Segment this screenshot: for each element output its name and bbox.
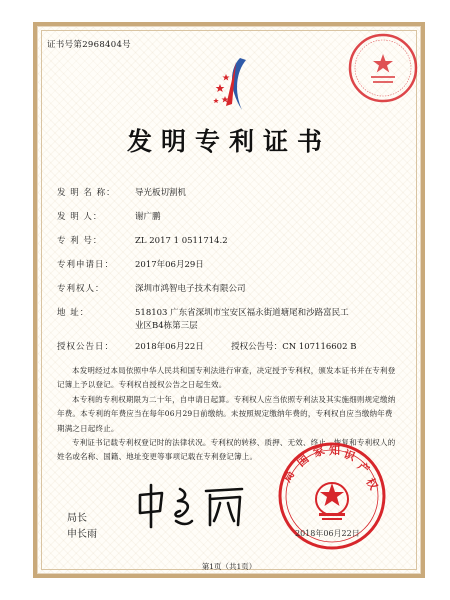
svg-text:国: 国	[294, 452, 312, 470]
seal-date: 2018年06月22日	[295, 529, 360, 538]
filing-date-value: 2017年06月29日	[135, 260, 204, 270]
patentee-value: 深圳市鸿智电子技术有限公司	[135, 284, 246, 294]
invention-name-label: 发 明 名 称：	[57, 188, 116, 198]
handwritten-signature-icon	[132, 481, 252, 531]
svg-text:产: 产	[355, 459, 372, 477]
patent-certificate	[33, 22, 425, 578]
grant-date-value: 2018年06月22日	[135, 342, 204, 352]
inventor-label: 发 明 人：	[57, 212, 103, 222]
patentee-row	[57, 282, 246, 294]
address-row	[57, 306, 349, 318]
body-paragraph-2: 本专利的专利权期限为二十年，自申请日起算。专利权人应当依照专利法及其实施细则规定缴纳年费。本专利的年费应当在每年06月29日前缴纳。未按照规定缴纳年费的，专利权自应当缴纳年费期满之日起终止。	[57, 394, 396, 433]
svg-text:局: 局	[280, 468, 298, 485]
grant-date-row	[57, 340, 356, 352]
inventor-row	[57, 210, 161, 222]
inventor-value: 谢广鹏	[135, 212, 161, 222]
invention-name-row	[57, 186, 186, 198]
certificate-number: 证书号第2968404号	[47, 40, 131, 50]
filing-date-row	[57, 258, 204, 270]
body-paragraph-1: 本发明经过本局依照中华人民共和国专利法进行审查，决定授予专利权，颁发本证书并在专利登记簿上予以登记。专利权自授权公告之日起生效。	[57, 366, 396, 390]
address-label: 地 址：	[57, 308, 90, 318]
page-footer: 第1页（共1页）	[201, 562, 257, 571]
grant-number-value: CN 107116602 B	[282, 342, 357, 352]
svg-text:权: 权	[363, 476, 381, 493]
svg-text:家: 家	[311, 443, 327, 460]
patent-number-label: 专 利 号：	[57, 236, 103, 246]
official-seal-top-right-icon	[347, 32, 419, 104]
patent-office-emblem-icon	[212, 54, 262, 114]
svg-text:知: 知	[329, 444, 340, 457]
patent-number-value: ZL 2017 1 0511714.2	[135, 236, 228, 246]
svg-text:识: 识	[341, 447, 357, 464]
filing-date-label: 专利申请日：	[57, 260, 115, 270]
address-line2: 业区B4栋第三层	[135, 321, 198, 331]
address-line1: 518103 广东省深圳市宝安区福永街道塘尾和沙路富民工	[135, 308, 349, 318]
certificate-title: 发明专利证书	[126, 127, 331, 156]
address-row-2	[135, 319, 198, 331]
grant-number-label: 授权公告号：	[231, 342, 283, 352]
grant-date-label: 授权公告日：	[57, 342, 115, 352]
invention-name-value: 导光板切割机	[135, 188, 187, 198]
chief-name: 申长雨	[67, 529, 97, 540]
body-paragraph-3: 专利证书记载专利权登记时的法律状况。专利权的转移、质押、无效、终止、恢复和专利权人的姓名或名称、国籍、地址变更等事项记载在专利登记簿上。	[57, 438, 396, 462]
chief-title: 局长	[67, 513, 87, 524]
patent-number-row	[57, 234, 228, 246]
patentee-label: 专利权人：	[57, 284, 105, 294]
